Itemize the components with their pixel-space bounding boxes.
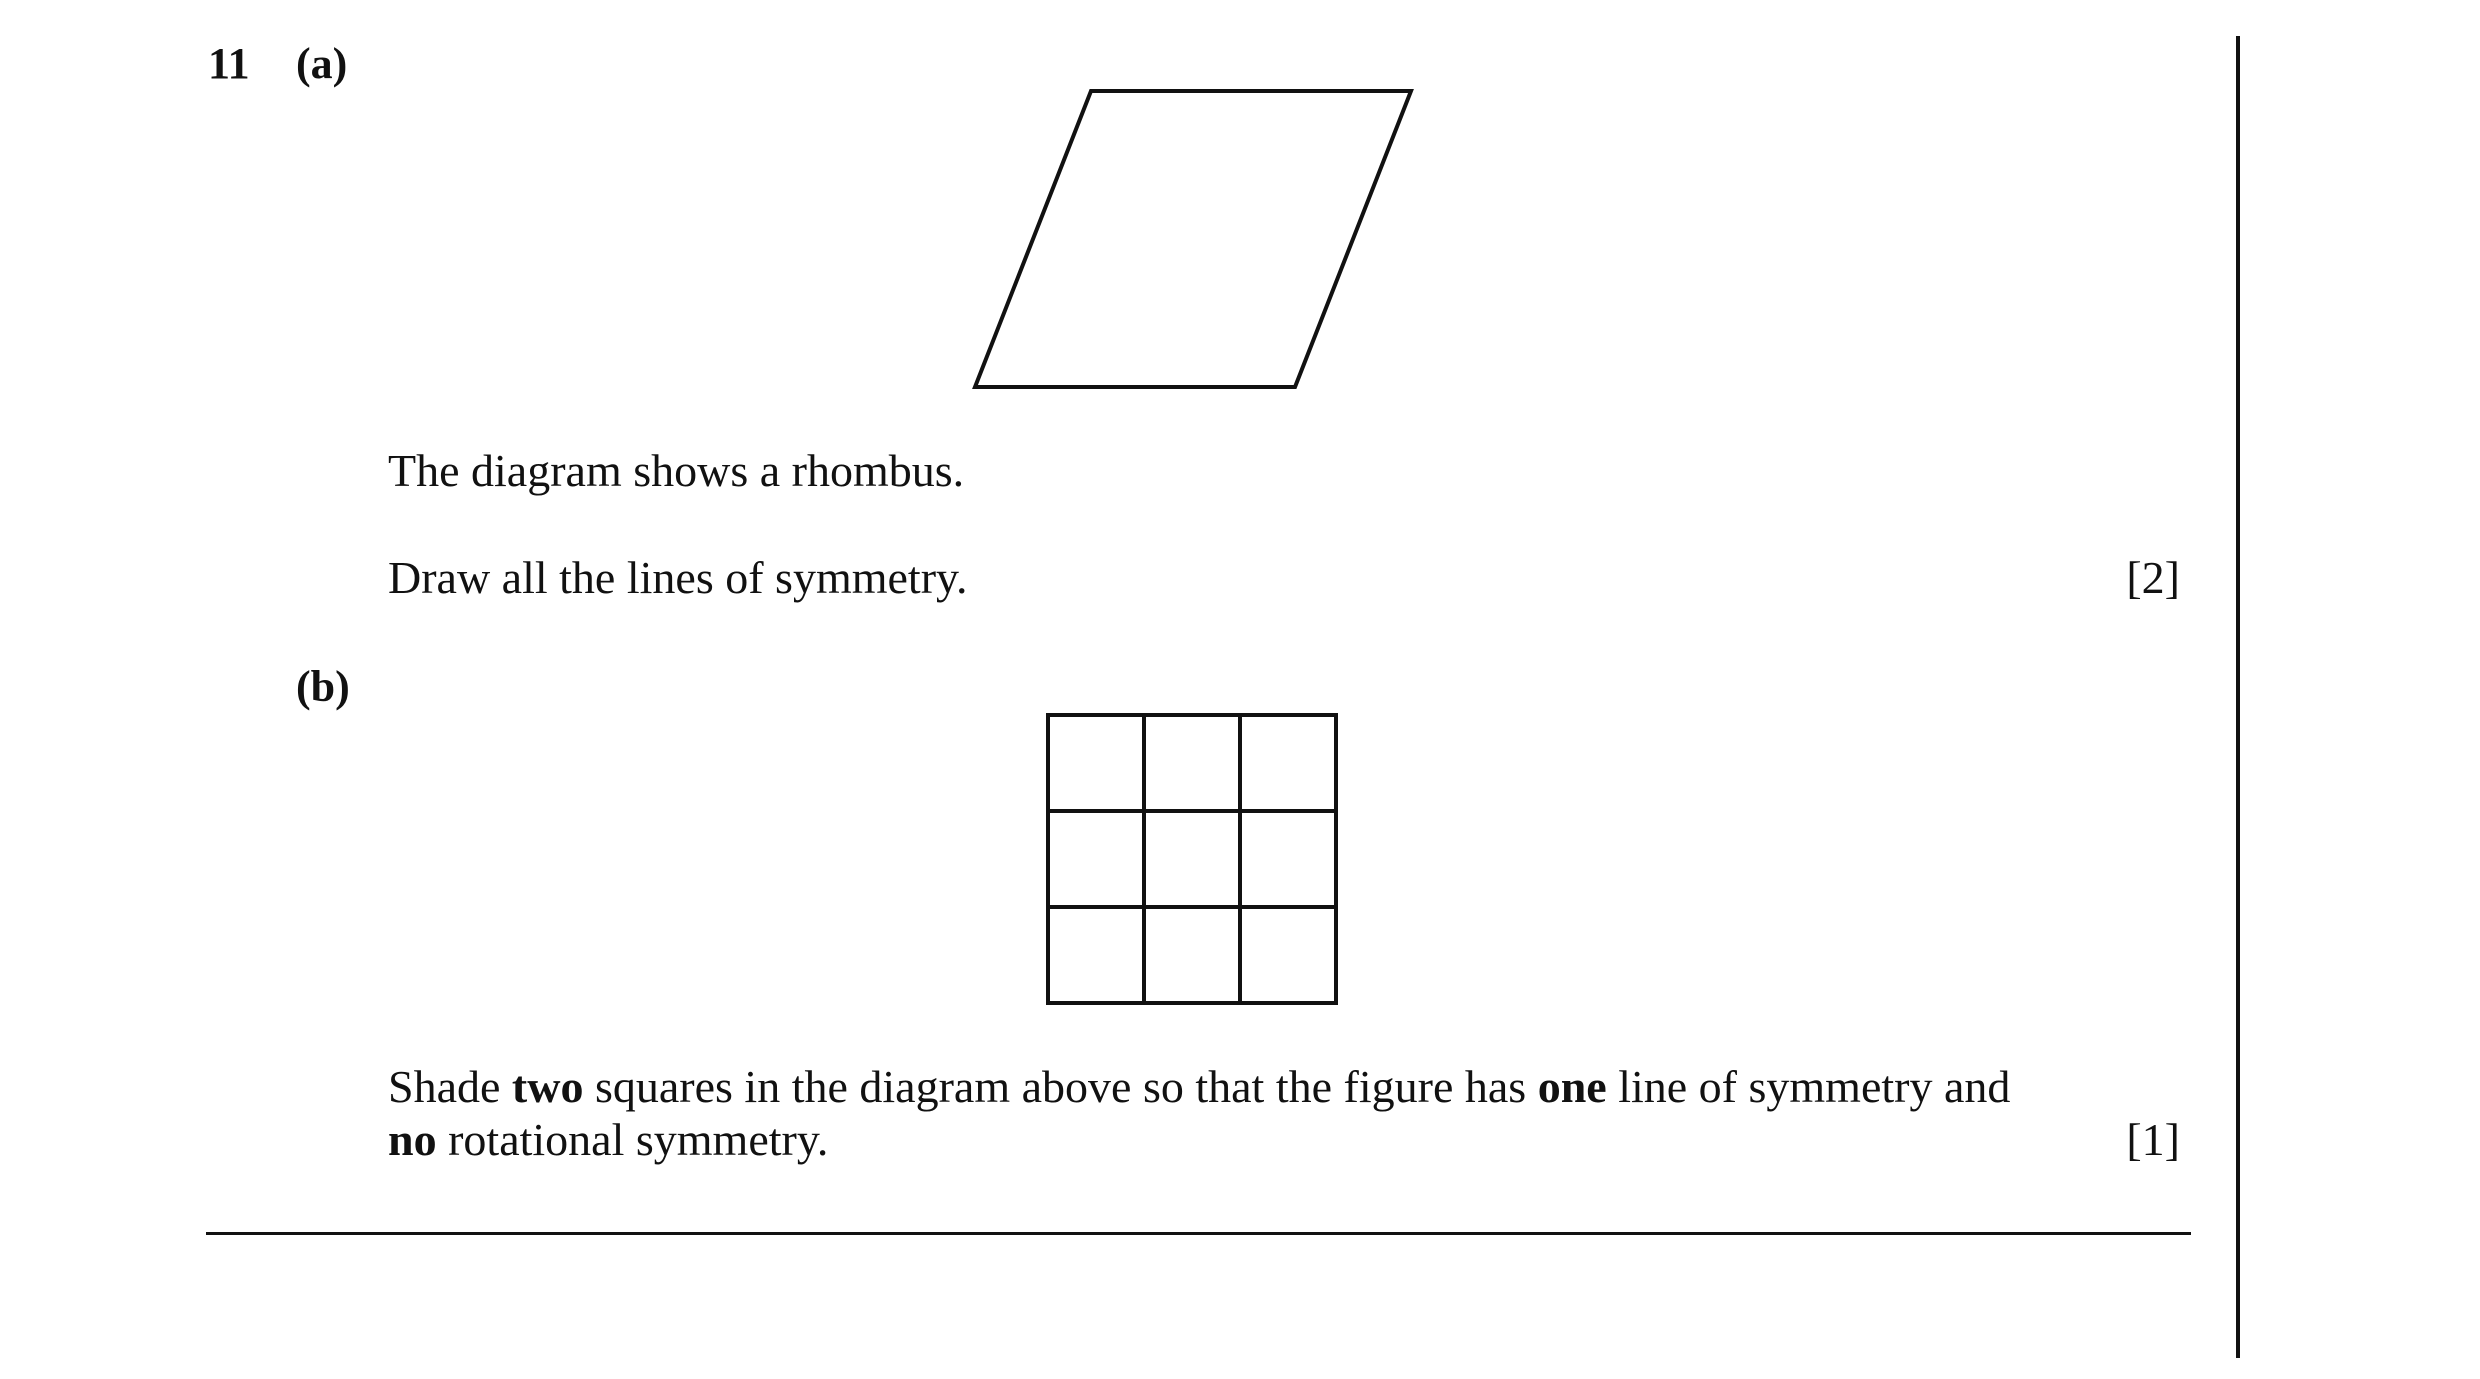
grid-cell[interactable] [1144,811,1240,907]
grid-cell[interactable] [1144,715,1240,811]
emphasis-no: no [388,1114,437,1165]
part-a-instruction: Draw all the lines of symmetry. [388,552,968,603]
text-shade: Shade [388,1061,501,1112]
grid-cell[interactable] [1144,907,1240,1003]
text-squares: squares in the diagram above so that the figure has [594,1061,1527,1112]
bottom-divider [206,1232,2191,1235]
part-a-marks: [2] [2126,552,2180,603]
part-b-instruction [388,1060,2180,1166]
emphasis-one: one [1537,1061,1607,1112]
grid-cell[interactable] [1048,715,1144,811]
grid-cell[interactable] [1240,811,1336,907]
grid-cell[interactable] [1240,715,1336,811]
text-line-of-symmetry: line of symmetry and [1618,1061,2011,1112]
part-b-label: (b) [296,662,350,711]
grid-cell[interactable] [1240,907,1336,1003]
grid-cell[interactable] [1048,907,1144,1003]
part-a-statement: The diagram shows a rhombus. [388,445,965,496]
rhombus-shape [975,91,1411,387]
emphasis-two: two [511,1061,584,1112]
grid-cell[interactable] [1048,811,1144,907]
text-rotational: rotational symmetry. [448,1114,829,1165]
part-a-label: (a) [296,39,348,88]
part-b-marks: [1] [2126,1114,2180,1165]
margin-rule [2236,36,2240,1358]
question-number: 11 [208,39,250,88]
square-grid [1048,715,1338,1005]
